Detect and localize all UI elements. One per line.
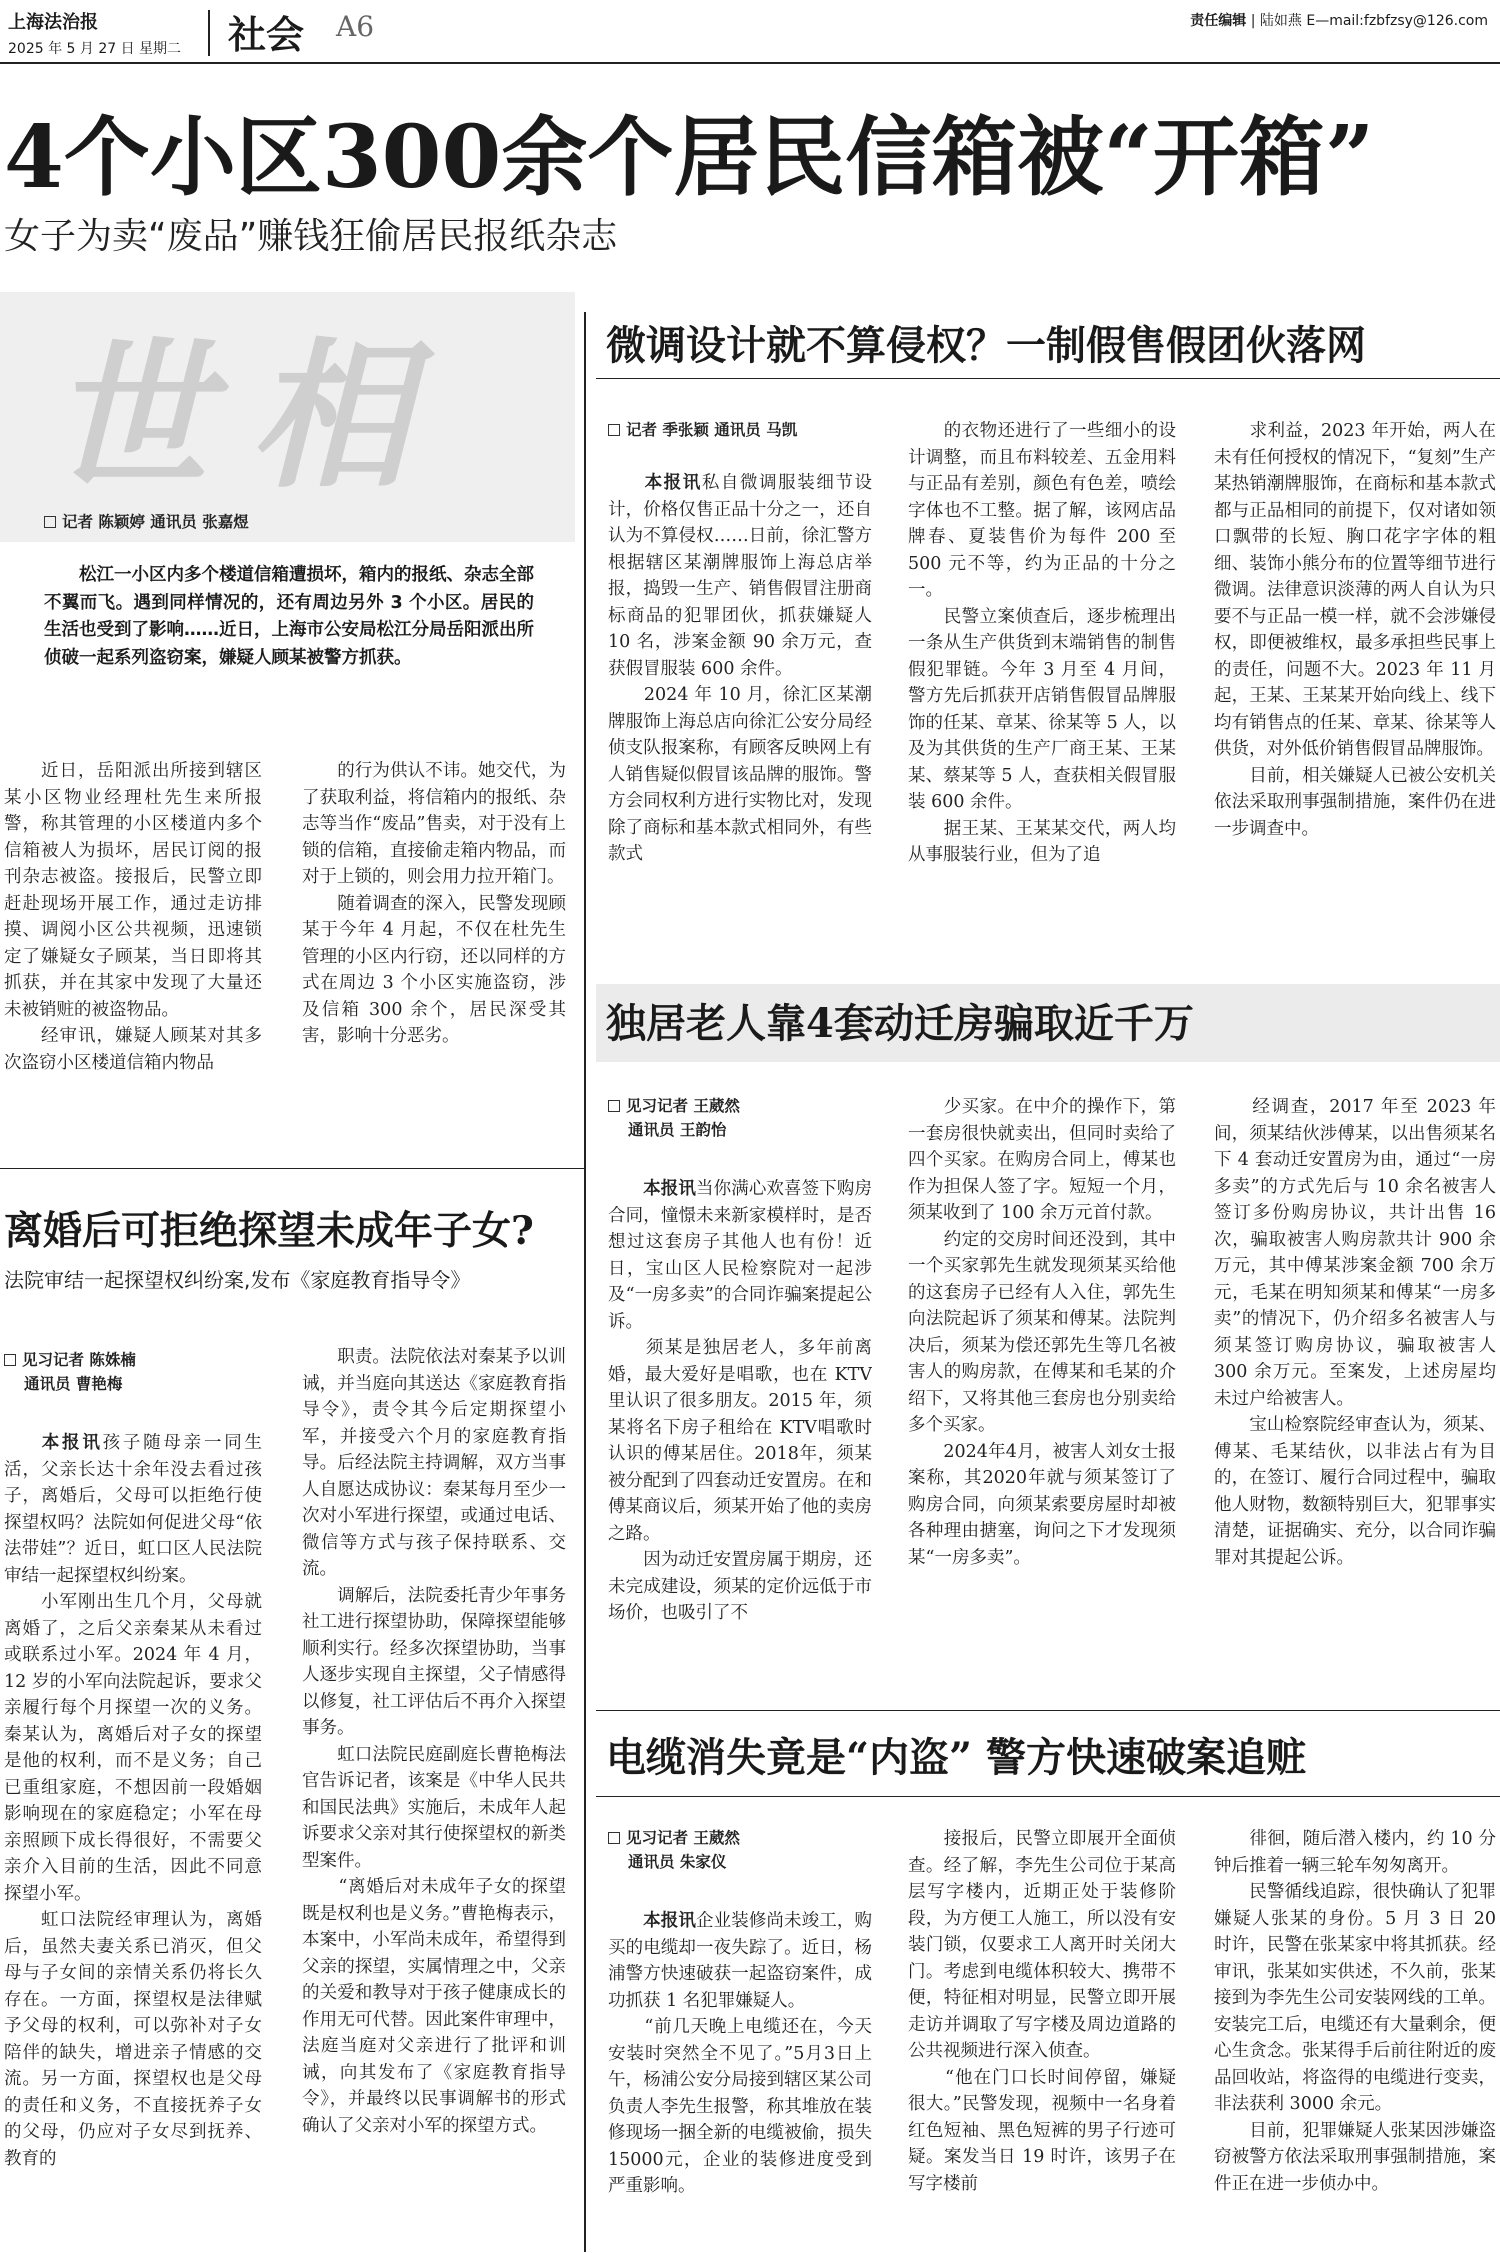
divorce-col2: 职责。法院依法对秦某予以训诫，并当庭向其送达《家庭教育指导令》，责令其今后定期探望小军，并接受六个月的家庭教育指导。后经法院主持调解，双方当事人自愿达成协议：秦某每月至少一次对小军进行探望，或通过电话、微信等方式与孩子保持联系、交流。 调解后，法院委托青少年事务社工进行探望协助，保障探望能够顺利实行。经多次探望协助，当事人逐步实现自主探望，父子情感得以修复，社工评估后不再介入探望事务。 虹口法院民庭副庭长曹艳梅法官告诉记者，该案是《中华人民共和国民法典》实施后，未成年人起诉要求父亲对其行使探望权的新类型案件。 “离婚后对未成年子女的探望既是权利也是义务。”曹艳梅表示，本案中，小军尚未成年，希望得到父亲的探望，实属情理之中，父亲的关爱和教导对于孩子健康成长的作用无可代替。因此案件审理中，法庭当庭对父亲进行了批评和训诫，向其发布了《家庭教育指导令》，并最终以民事调解书的形式确认了父亲对小军的探望方式。: [302, 1347, 566, 2136]
fake-byline: 记者 季张颖 通讯员 马凯: [608, 418, 797, 442]
editor-email: E—mail:fzbfzsy@126.com: [1306, 13, 1488, 29]
header-rule: [0, 62, 1500, 64]
lead-col2: 的行为供认不讳。她交代，为了获取利益，将信箱内的报纸、杂志等当作“废品”售卖，对于没有上锁的信箱，直接偷走箱内物品，而对于上锁的，则会用力拉开箱门。 随着调查的深入，民警发现顾某于今年 4 月起，不仅在杜先生管理的小区内行窃，还以同样的方式在周边 3 个小区实施盗窃，涉及信箱 300 余个，居民深受其害，影响十分恶劣。: [302, 761, 566, 1046]
fake-lead-tag: 本报讯: [643, 473, 702, 493]
cable-head-rule: [596, 1796, 1500, 1797]
cable-col1: 本报讯企业装修尚未竣工，购买的电缆却一夜失踪了。近日，杨浦警方快速破获一起盗窃案件，成功抓获 1 名犯罪嫌疑人。 “前几天晚上电缆还在，今天安装时突然全不见了。”5月3日上午，杨浦公安分局接到辖区某公司负责人李先生报警，称其堆放在装修现场一捆全新的电缆被偷，损失15000元，企业的装修进度受到严重影响。: [608, 1911, 872, 2196]
cable-col3: 徘徊，随后潜入楼内，约 10 分钟后推着一辆三轮车匆匆离开。 民警循线追踪，很快确认了犯罪嫌疑人张某的身份。5 月 3 日 20 时许，民警在张某家中将其抓获。经审讯，张某如实供述，不久前，张某接到为李先生公司安装网线的工单。安装完工后，电缆还有大量剩余，便心生贪念。张某得手后前往附近的废品回收站，将盗得的电缆进行变卖，非法获利 3000 余元。 目前，犯罪嫌疑人张某因涉嫌盗窃被警方依法采取刑事强制措施，案件正在进一步侦办中。: [1214, 1829, 1496, 2194]
cable-col2: 接报后，民警立即展开全面侦查。经了解，李先生公司位于某高层写字楼内，近期正处于装修阶段，为方便工人施工，所以没有安装门锁，仅要求工人离开时关闭大门。考虑到电缆体积较大、携带不便，特征相对明显，民警立即开展走访并调取了写字楼及周边道路的公共视频进行深入侦查。 “他在门口长时间停留，嫌疑很大。”民警发现，视频中一名身着红色短袖、黑色短裤的男子行迹可疑。案发当日 19 时许，该男子在写字楼前: [908, 1829, 1176, 2194]
house-col3: 经调查，2017 年至 2023 年间，须某结伙涉傅某，以出售须某名下 4 套动迁安置房为由，通过“一房多卖”的方式先后与 10 余名被害人签订多份购房协议，共计出售 16 次，骗取被害人购房款共计 900 余万元，其中傅某涉案金额 700 余万元，毛某在明知须某和傅某“一房多卖”的情况下，仍介绍多名被害人与须某签订购房协议，骗取被害人 300 余万元。至案发，上述房屋均未过户给被害人。 宝山检察院经审查认为，须某、傅某、毛某结伙，以非法占有为目的，在签订、履行合同过程中，骗取他人财物，数额特别巨大，犯罪事实清楚，证据确实、充分，以合同诈骗罪对其提起公诉。: [1214, 1097, 1496, 1568]
house-headline: 独居老人靠4套动迁房骗取近千万: [606, 1000, 1194, 1047]
section-name: 社会: [228, 13, 305, 57]
house-col1: 本报讯当你满心欢喜签下购房合同，憧憬未来新家模样时，是否想过这套房子其他人也有份！近日，宝山区人民检察院对一起涉及“一房多卖”的合同诈骗案提起公诉。 须某是独居老人，多年前离婚，最大爱好是唱歌，也在 KTV里认识了很多朋友。2015 年，须某将名下房子租给在 KTV唱歌时认识的傅某居住。2018年，须某被分配到了四套动迁安置房。在和傅某商议后，须某开始了他的卖房之路。 因为动迁安置房属于期房，还未完成建设，须某的定价远低于市场价，也吸引了不: [608, 1179, 872, 1623]
divorce-byline: 见习记者 陈姝楠 通讯员 曹艳梅: [4, 1348, 136, 1396]
lead-summary: 松江一小区内多个楼道信箱遭损坏，箱内的报纸、杂志全部不翼而飞。遇到同样情况的，还有周边另外 3 个小区。居民的生活也受到了影响……近日，上海市公安局松江分局岳阳派出所侦破一起系列盗窃案，嫌疑人顾某被警方抓获。: [44, 565, 534, 668]
issue-date: 2025 年 5 月 27 日 星期二: [8, 41, 182, 57]
fake-headline: 微调设计就不算侵权？一制假售假团伙落网: [606, 322, 1366, 369]
lead-headline: 4个小区300余个居民信箱被“开箱”: [4, 107, 1375, 208]
column-art-text: 世相: [50, 322, 451, 510]
lead-col1: 近日，岳阳派出所接到辖区某小区物业经理杜先生来所报警，称其管理的小区楼道内多个信箱被人为损坏，居民订阅的报刊杂志被盗。接报后，民警立即赶赴现场开展工作，通过走访排摸、调阅小区公共视频，迅速锁定了嫌疑女子顾某，当日即将其抓获，并在其家中发现了大量还未被销赃的被盗物品。 经审讯，嫌疑人顾某对其多次盗窃小区楼道信箱内物品: [4, 761, 262, 1073]
house-col2: 少买家。在中介的操作下，第一套房很快就卖出，但同时卖给了四个买家。在购房合同上，傅某也作为担保人签了字。短短一个月，须某收到了 100 余万元首付款。 约定的交房时间还没到，其中一个买家郭先生就发现须某买给他的这套房子已经有人入住，郭先生向法院起诉了须某和傅某。法院判决后，须某为偿还郭先生等几名被害人的购房款，在傅某和毛某的介绍下，又将其他三套房也分别卖给多个买家。 2024年4月，被害人刘女士报案称，其2020年就与须某签订了购房合同，向须某索要房屋时却被各种理由搪塞，询问之下才发现须某“一房多卖”。: [908, 1097, 1176, 1568]
page-number: A6: [336, 10, 375, 43]
divorce-subhead: 法院审结一起探望权纠纷案,发布《家庭教育指导令》: [4, 1268, 471, 1292]
editor-info: [1190, 10, 1488, 30]
editor-name: 陆如燕: [1259, 13, 1302, 29]
divorce-col1: 本报讯孩子随母亲一同生活，父亲长达十余年没去看过孩子，离婚后，父母可以拒绝行使探望权吗？法院如何促进父母“依法带娃”？近日，虹口区人民法院审结一起探望权纠纷案。 小军刚出生几个月，父母就离婚了，之后父亲秦某从未看过或联系过小军。2024 年 4 月，12 岁的小军向法院起诉，要求父亲履行每个月探望一次的义务。秦某认为，离婚后对子女的探望是他的权利，而不是义务；自己已重组家庭，不想因前一段婚姻影响现在的家庭稳定；小军在母亲照顾下成长得很好，不需要父亲介入目前的生活，因此不同意探望小军。 虹口法院经审理认为，离婚后，虽然夫妻关系已消灭，但父母与子女间的亲情关系仍将长久存在。一方面，探望权是法律赋予父母的权利，可以弥补对子女陪伴的缺失，增进亲子情感的交流。另一方面，探望权也是父母的责任和义务，不直接抚养子女的父母，仍应对子女尽到抚养、教育的: [4, 1433, 262, 2169]
divorce-lead-tag: 本报讯: [39, 1433, 103, 1453]
center-vrule: [584, 312, 586, 2252]
fake-col1: 本报讯私自微调服装细节设计，价格仅售正品十分之一，还自认为不算侵权……日前，徐汇警方根据辖区某潮牌服饰上海总店举报，捣毁一生产、销售假冒注册商标商品的犯罪团伙，抓获嫌疑人 10 名，涉案金额 90 余万元，查获假冒服装 600 余件。 2024 年 10 月，徐汇区某潮牌服饰上海总店向徐汇公安分局经侦支队报案称，有顾客反映网上有人销售疑似假冒该品牌的服饰。警方会同权利方进行实物比对，发现除了商标和基本款式相同外，有些款式: [608, 473, 872, 864]
divorce-top-rule: [0, 1168, 584, 1169]
fake-col2: 的衣物还进行了一些细小的设计调整，而且布料较差、五金用料与正品有差别，颜色有色差，喷绘字体也不工整。据了解，该网店品牌春、夏装售价为每件 200 至 500 元不等，约为正品的十分之一。 民警立案侦查后，逐步梳理出一条从生产供货到末端销售的制售假犯罪链。今年 3 月至 4 月间，警方先后抓获开店销售假冒品牌服饰的任某、章某、徐某等 5 人，以及为其供货的生产厂商王某、王某某、蔡某等 5 人，查获相关假冒服装 600 余件。 据王某、王某某交代，两人均从事服装行业，但为了追: [908, 421, 1176, 865]
masthead-logo: 上海法治报: [8, 12, 98, 33]
lead-byline: 记者 陈颖婷 通讯员 张嘉煜: [44, 510, 249, 534]
editor-sep: |: [1250, 13, 1260, 29]
lead-subhead: 女子为卖“废品”赚钱狂偷居民报纸杂志: [4, 216, 618, 257]
cable-headline: 电缆消失竟是“内盗” 警方快速破案追赃: [606, 1734, 1306, 1781]
cable-byline: 见习记者 王葳然 通讯员 朱家仪: [608, 1826, 740, 1874]
fake-head-rule: [596, 378, 1500, 379]
cable-top-rule: [596, 1710, 1500, 1711]
fake-col3: 求利益，2023 年开始，两人在未有任何授权的情况下，“复刻”生产某热销潮牌服饰，在商标和基本款式都与正品相同的前提下，仅对诸如领口飘带的长短、胸口花字字体的粗细、装饰小熊分布的位置等细节进行微调。法律意识淡薄的两人自认为只要不与正品一模一样，就不会涉嫌侵权，即便被维权，最多承担些民事上的责任，问题不大。2023 年 11 月起，王某、王某某开始向线上、线下均有销售点的任某、章某、徐某等人供货，对外低价销售假冒品牌服饰。 目前，相关嫌疑人已被公安机关依法采取刑事强制措施，案件仍在进一步调查中。: [1214, 421, 1496, 839]
divorce-headline: 离婚后可拒绝探望未成年子女?: [4, 1208, 534, 1254]
house-lead-tag: 本报讯: [643, 1179, 696, 1199]
header-divider: [208, 10, 210, 56]
editor-label: 责任编辑: [1190, 13, 1247, 29]
cable-lead-tag: 本报讯: [643, 1911, 696, 1931]
house-byline: 见习记者 王葳然 通讯员 王韵怡: [608, 1094, 740, 1142]
